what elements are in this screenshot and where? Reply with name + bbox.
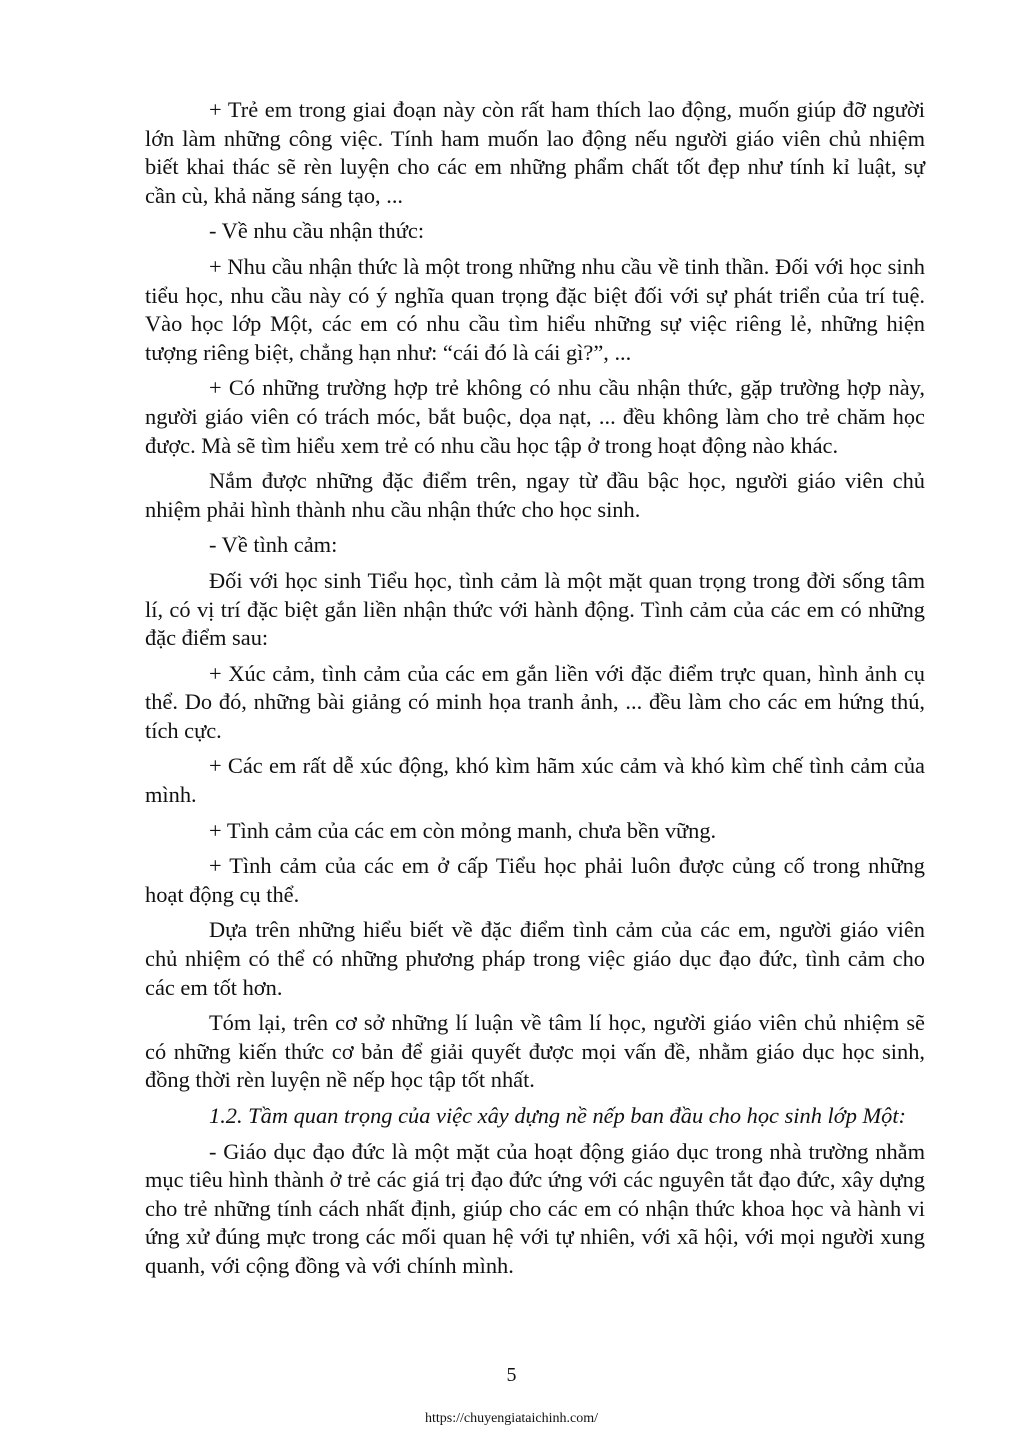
paragraph: + Có những trường hợp trẻ không có nhu cầu nhận thức, gặp trường hợp này, người giáo viên có trách móc, bắt buộc, dọa nạt, ... đều không làm cho trẻ chăm học được. Mà sẽ tìm hiểu xem trẻ có nhu cầu học tập ở trong hoạt động nào khác.: [145, 375, 925, 458]
paragraph: Dựa trên những hiểu biết về đặc điểm tình cảm của các em, người giáo viên chủ nhiệm có thể có những phương pháp trong việc giáo dục đạo đức, tình cảm cho các em tốt hơn.: [145, 917, 925, 1000]
paragraph: + Tình cảm của các em ở cấp Tiểu học phải luôn được củng cố trong những hoạt động cụ thể.: [145, 853, 925, 907]
paragraph: Đối với học sinh Tiểu học, tình cảm là một mặt quan trọng trong đời sống tâm lí, có vị trí đặc biệt gắn liền nhận thức với hành động. Tình cảm của các em có những đặc điểm sau:: [145, 567, 925, 651]
paragraph: + Trẻ em trong giai đoạn này còn rất ham thích lao động, muốn giúp đỡ người lớn làm những công việc. Tính ham muốn lao động nếu người giáo viên chủ nhiệm biết khai thác sẽ rèn luyện cho các em những phẩm chất tốt đẹp như tính kỉ luật, sự cần cù, khả năng sáng tạo, ...: [145, 97, 925, 208]
section-heading: 1.2. Tầm quan trọng của việc xây dựng nề nếp ban đầu cho học sinh lớp Một:: [209, 1103, 907, 1128]
paragraph: Tóm lại, trên cơ sở những lí luận về tâm lí học, người giáo viên chủ nhiệm sẽ có những kiến thức cơ bản để giải quyết được mọi vấn đề, nhằm giáo dục học sinh, đồng thời rèn luyện nề nếp học tập tốt nhất.: [145, 1010, 925, 1093]
paragraph: - Giáo dục đạo đức là một mặt của hoạt động giáo dục trong nhà trường nhằm mục tiêu hình thành ở trẻ các giá trị đạo đức ứng với các nguyên tắt đạo đức, xây dựng cho trẻ những tính cách nhất định, giúp cho các em có nhận thức khoa học và hành vi ứng xử đúng mực trong các mối quan hệ với tự nhiên, với xã hội, với mọi người xung quanh, với cộng đồng và với chính mình.: [145, 1138, 925, 1278]
paragraph: + Các em rất dễ xúc động, khó kìm hãm xúc cảm và khó kìm chế tình cảm của mình.: [145, 753, 925, 808]
paragraph: + Tình cảm của các em còn mỏng manh, chưa bền vững.: [209, 817, 717, 843]
paragraph: + Xúc cảm, tình cảm của các em gắn liền với đặc điểm trực quan, hình ảnh cụ thể. Do đó, những bài giảng có minh họa tranh ảnh, ... đều làm cho các em hứng thú, tích cực.: [145, 660, 925, 743]
paragraph: Nắm được những đặc điểm trên, ngay từ đầu bậc học, người giáo viên chủ nhiệm phải hình thành nhu cầu nhận thức cho học sinh.: [145, 468, 925, 522]
section-label: - Về nhu cầu nhận thức:: [209, 218, 425, 244]
paragraph: + Nhu cầu nhận thức là một trong những nhu cầu về tinh thần. Đối với học sinh tiểu học, nhu cầu này có ý nghĩa quan trọng đặc biệt đối với sự phát triển của trí tuệ. Vào học lớp Một, các em có nhu cầu tìm hiểu những sự việc riêng lẻ, những hiện tượng riêng biệt, chẳng hạn như: “cái đó là cái gì?”, ...: [145, 253, 925, 365]
source-url[interactable]: https://chuyengiataichinh.com/: [424, 1411, 599, 1426]
section-label: - Về tình cảm:: [209, 532, 338, 558]
document-page: [145, 96, 925, 1288]
page-number: 5: [506, 1364, 517, 1386]
